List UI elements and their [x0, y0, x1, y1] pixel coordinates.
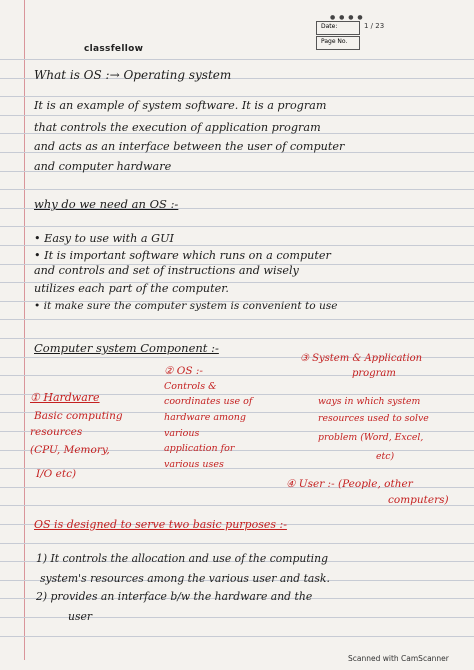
purposes-heading: OS is designed to serve two basic purposes :-: [34, 518, 287, 531]
component-programs-line-4: etc): [376, 451, 395, 462]
component-os-label: ② OS :-: [164, 365, 203, 377]
ruled-line: [0, 115, 474, 116]
ruled-line: [0, 319, 474, 320]
ruled-line: [0, 245, 474, 246]
definition-line-4: and computer hardware: [34, 160, 172, 173]
ruled-line: [0, 338, 474, 339]
component-user-label-2: computers): [388, 494, 449, 506]
component-hardware-line-4: I/O etc): [36, 468, 77, 480]
component-programs-label: ③ System & Application: [300, 353, 423, 364]
component-user-label: ④ User :- (People, other: [286, 478, 413, 490]
purpose-1: 1) It controls the allocation and use of the computing: [36, 552, 328, 565]
purpose-2: 2) provides an interface b/w the hardware and the: [36, 590, 313, 603]
ruled-line: [0, 636, 474, 637]
why-point-3: • it make sure the computer system is convenient to use: [34, 300, 338, 312]
ruled-line: [0, 189, 474, 190]
components-heading: Computer system Component :-: [34, 341, 219, 355]
date-box: [316, 21, 360, 35]
ruled-line: [0, 226, 474, 227]
definition-line-3: and acts as an interface between the user of computer: [34, 140, 345, 153]
component-os-line-6: various uses: [164, 459, 224, 470]
header-dots: ● ● ● ●: [330, 14, 364, 21]
definition-line-1: It is an example of system software. It is a program: [34, 99, 327, 112]
component-hardware-label: ① Hardware: [30, 391, 100, 404]
ruled-line: [0, 375, 474, 376]
why-heading: why do we need an OS :-: [34, 197, 179, 211]
date-value: 1 / 23: [364, 22, 385, 30]
component-os-line-1: Controls &: [164, 381, 217, 392]
purpose-1-cont: system's resources among the various user and task.: [40, 572, 330, 585]
component-programs-line-1: ways in which system: [318, 396, 421, 407]
component-os-line-3: hardware among: [164, 412, 246, 423]
page-title: What is OS :→ Operating system: [34, 68, 232, 82]
brand-logo: classfellow: [84, 44, 144, 54]
purpose-2-cont: user: [68, 610, 93, 623]
why-point-2-cont: and controls and set of instructions and wisely: [34, 264, 299, 277]
component-programs-label-2: program: [352, 368, 396, 379]
component-hardware-line-1: Basic computing: [34, 410, 123, 422]
why-point-2-cont2: utilizes each part of the computer.: [34, 282, 229, 295]
component-os-line-5: application for: [164, 443, 235, 454]
component-hardware-line-3: (CPU, Memory,: [30, 444, 110, 456]
page-number-label: Page No.: [321, 38, 348, 45]
ruled-line: [0, 96, 474, 97]
component-programs-line-3: problem (Word, Excel,: [318, 432, 424, 443]
component-os-line-4: various: [164, 428, 200, 439]
page-number-box: [316, 36, 360, 50]
why-point-1: • Easy to use with a GUI: [34, 232, 174, 245]
component-programs-line-2: resources used to solve: [318, 413, 429, 424]
ruled-line: [0, 59, 474, 60]
component-hardware-line-2: resources: [30, 426, 83, 438]
ruled-line: [0, 543, 474, 544]
definition-line-2: that controls the execution of application program: [34, 121, 321, 134]
date-label: Date:: [321, 23, 338, 30]
component-os-line-2: coordinates use of: [164, 396, 253, 407]
why-point-2: • It is important software which runs on a computer: [34, 249, 331, 262]
camscanner-watermark: Scanned with CamScanner: [348, 654, 449, 663]
